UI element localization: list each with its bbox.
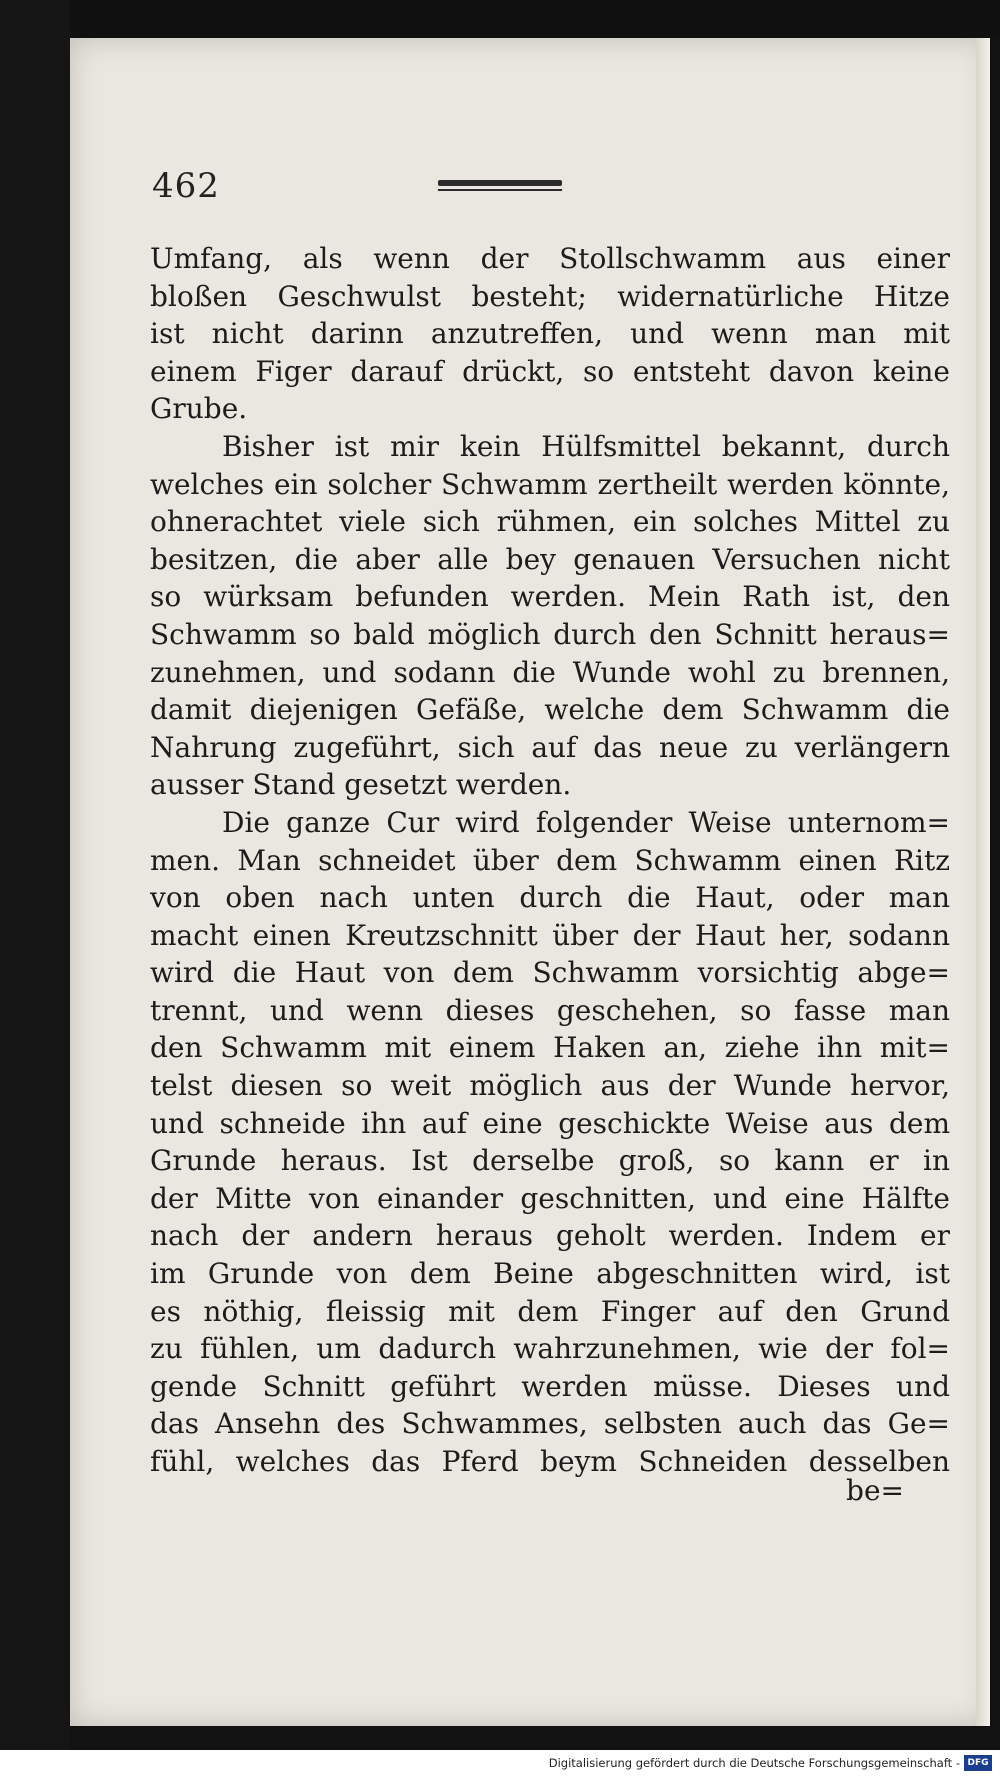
text-line: der Mitte von einander geschnitten, und eine Hälfte bbox=[150, 1181, 950, 1215]
ornament-thin-line bbox=[438, 189, 562, 191]
digitization-credit: Digitalisierung gefördert durch die Deutsche Forschungsgemeinschaft - bbox=[548, 1756, 960, 1770]
header-ornament-rule bbox=[438, 180, 562, 192]
text-line: im Grunde von dem Beine abgeschnitten wird, ist bbox=[150, 1257, 950, 1291]
text-line: wird die Haut von dem Schwamm vorsichtig abge= bbox=[150, 956, 950, 990]
ornament-thick-line bbox=[438, 180, 562, 186]
text-line: Umfang, als wenn der Stollschwamm aus einer bbox=[150, 242, 950, 275]
text-line: das Ansehn des Schwammes, selbsten auch das Ge= bbox=[150, 1407, 950, 1441]
page-header bbox=[152, 166, 932, 216]
text-line: besitzen, die aber alle bey genauen Versuchen nicht bbox=[150, 542, 950, 576]
text-line: nach der andern heraus geholt werden. Indem er bbox=[150, 1219, 950, 1253]
text-line: so würksam befunden werden. Mein Rath ist, den bbox=[150, 580, 950, 614]
catchword: be= bbox=[846, 1474, 904, 1507]
footer-bar bbox=[0, 1750, 1000, 1779]
text-line: Grunde heraus. Ist derselbe groß, so kann er in bbox=[150, 1144, 950, 1178]
text-line: bloßen Geschwulst besteht; widernatürliche Hitze bbox=[150, 279, 950, 313]
text-line: und schneide ihn auf eine geschickte Weise aus dem bbox=[150, 1106, 950, 1140]
text-line: Bisher ist mir kein Hülfsmittel bekannt, durch bbox=[222, 429, 950, 463]
text-line: einem Figer darauf drückt, so entsteht davon keine bbox=[150, 354, 950, 388]
page-number: 462 bbox=[152, 166, 220, 206]
text-line: trennt, und wenn dieses geschehen, so fasse man bbox=[150, 993, 950, 1027]
text-line: zu fühlen, um dadurch wahrzunehmen, wie der fol= bbox=[150, 1332, 950, 1366]
text-line: den Schwamm mit einem Haken an, ziehe ihn mit= bbox=[150, 1031, 950, 1065]
text-line: ist nicht darinn anzutreffen, und wenn man mit bbox=[150, 317, 950, 351]
text-line: Grube. bbox=[150, 392, 248, 426]
text-line: zunehmen, und sodann die Wunde wohl zu brennen, bbox=[150, 655, 950, 689]
text-line: men. Man schneidet über dem Schwamm einen Ritz bbox=[150, 843, 950, 877]
text-line: telst diesen so weit möglich aus der Wunde hervor, bbox=[150, 1069, 950, 1103]
text-line: fühl, welches das Pferd beym Schneiden desselben bbox=[150, 1445, 950, 1478]
scan-border-left bbox=[0, 0, 70, 1779]
scan-border-top bbox=[0, 0, 1000, 38]
text-line: gende Schnitt geführt werden müsse. Dieses und bbox=[150, 1369, 950, 1403]
text-line: ausser Stand gesetzt werden. bbox=[150, 768, 572, 802]
text-line: ohnerachtet viele sich rühmen, ein solches Mittel zu bbox=[150, 505, 950, 539]
text-line: Die ganze Cur wird folgender Weise unternom= bbox=[222, 805, 950, 839]
dfg-logo: DFG bbox=[964, 1755, 992, 1771]
text-line: Schwamm so bald möglich durch den Schnitt heraus= bbox=[150, 617, 950, 651]
text-line: macht einen Kreutzschnitt über der Haut her, sodann bbox=[150, 918, 950, 952]
text-line: von oben nach unten durch die Haut, oder man bbox=[150, 881, 950, 915]
text-line: welches ein solcher Schwamm zertheilt werden könnte, bbox=[150, 467, 950, 501]
page-edge bbox=[976, 38, 990, 1726]
text-line: Nahrung zugeführt, sich auf das neue zu verlängern bbox=[150, 730, 950, 764]
body-text bbox=[150, 240, 950, 1481]
text-line: damit diejenigen Gefäße, welche dem Schwamm die bbox=[150, 693, 950, 727]
text-line: es nöthig, fleissig mit dem Finger auf den Grund bbox=[150, 1294, 950, 1328]
